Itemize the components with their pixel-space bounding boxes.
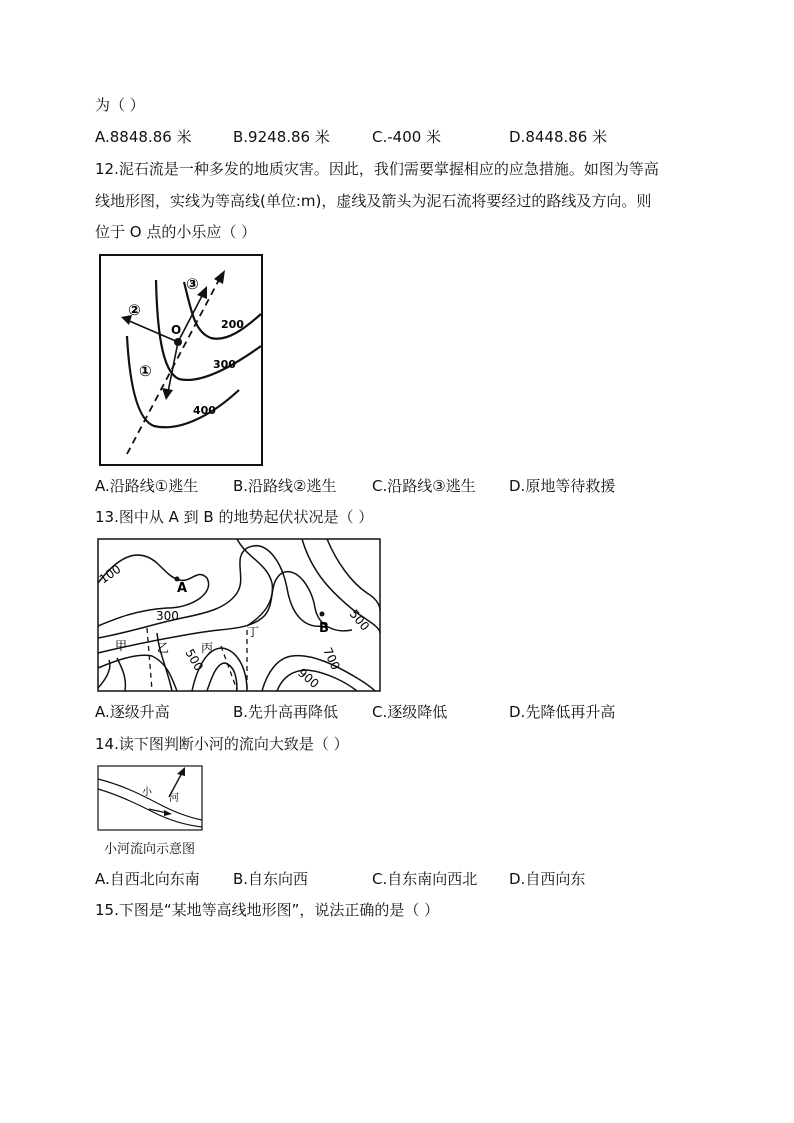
- q12-label-400: 400: [193, 404, 216, 417]
- q13-label-100: 100: [97, 561, 124, 587]
- q13-label-300: 300: [156, 609, 179, 623]
- q12-option-b[interactable]: B.沿路线②逃生: [233, 477, 337, 495]
- q12-stem-line1: 12.泥石流是一种多发的地质灾害。因此，我们需要掌握相应的应急措施。如图为等高: [95, 160, 659, 178]
- q12-point-o-label: O: [171, 323, 182, 337]
- q13-option-c[interactable]: C.逐级降低: [372, 703, 448, 721]
- q13-label-500-b: 500: [346, 606, 373, 634]
- q11-option-a[interactable]: A.8848.86 米: [95, 128, 192, 146]
- q12-route-3-label: ③: [186, 275, 199, 293]
- q12-option-c[interactable]: C.沿路线③逃生: [372, 477, 476, 495]
- q12-route-2-label: ②: [128, 301, 141, 319]
- q14-option-c[interactable]: C.自东南向西北: [372, 870, 478, 888]
- q12-option-d[interactable]: D.原地等待救援: [509, 477, 616, 495]
- q12-route-1-label: ①: [139, 362, 152, 380]
- q13-place-jia: 甲: [115, 639, 128, 653]
- q12-map-frame: [100, 255, 262, 465]
- q14-figure-frame: [98, 766, 202, 830]
- q13-label-500-a: 500: [182, 646, 206, 674]
- q14-label-xiao: 小: [142, 787, 152, 798]
- q13-point-b-marker: [320, 612, 325, 617]
- q12-options: [95, 475, 715, 497]
- q14-options: [95, 868, 715, 890]
- q13-place-ding: 丁: [247, 625, 260, 639]
- q13-point-a-label: A: [177, 581, 188, 596]
- q12-stem-line3: 位于 O 点的小乐应（ ）: [95, 223, 257, 241]
- q13-option-a[interactable]: A.逐级升高: [95, 703, 170, 721]
- q12-label-300: 300: [213, 358, 236, 371]
- q14-option-b[interactable]: B.自东向西: [233, 870, 309, 888]
- q11-stem-tail: 为（ ）: [95, 96, 145, 114]
- q11-option-b[interactable]: B.9248.86 米: [233, 128, 330, 146]
- q12-label-200: 200: [221, 318, 244, 331]
- q14-stem: 14.读下图判断小河的流向大致是（ ）: [95, 735, 349, 753]
- q12-contour-map: [99, 254, 263, 466]
- q13-place-bing: 丙: [201, 641, 214, 655]
- q13-stem: 13.图中从 A 到 B 的地势起伏状况是（ ）: [95, 508, 374, 526]
- q14-option-a[interactable]: A.自西北向东南: [95, 870, 200, 888]
- q15-stem: 15.下图是“某地等高线地形图”，说法正确的是（ ）: [95, 901, 440, 919]
- q14-river-figure: [97, 765, 203, 831]
- q13-options: [95, 701, 715, 723]
- q14-figure-caption: 小河流向示意图: [104, 842, 196, 857]
- q12-stem-line2: 线地形图，实线为等高线(单位:m)，虚线及箭头为泥石流将要经过的路线及方向。则: [95, 192, 652, 210]
- q14-label-he: 河: [169, 793, 179, 804]
- q12-option-a[interactable]: A.沿路线①逃生: [95, 477, 199, 495]
- q13-option-b[interactable]: B.先升高再降低: [233, 703, 339, 721]
- q13-label-700: 700: [320, 645, 343, 673]
- q13-option-d[interactable]: D.先降低再升高: [509, 703, 616, 721]
- q11-option-d[interactable]: D.8448.86 米: [509, 128, 608, 146]
- q12-point-o-marker: [174, 338, 182, 346]
- q11-option-c[interactable]: C.-400 米: [372, 128, 442, 146]
- q13-label-900: 900: [295, 665, 322, 692]
- q13-place-yi: 乙: [157, 641, 170, 655]
- q13-contour-map: [97, 538, 381, 692]
- q14-option-d[interactable]: D.自西向东: [509, 870, 586, 888]
- q11-options: [95, 126, 715, 148]
- q13-point-b-label: B: [319, 621, 329, 636]
